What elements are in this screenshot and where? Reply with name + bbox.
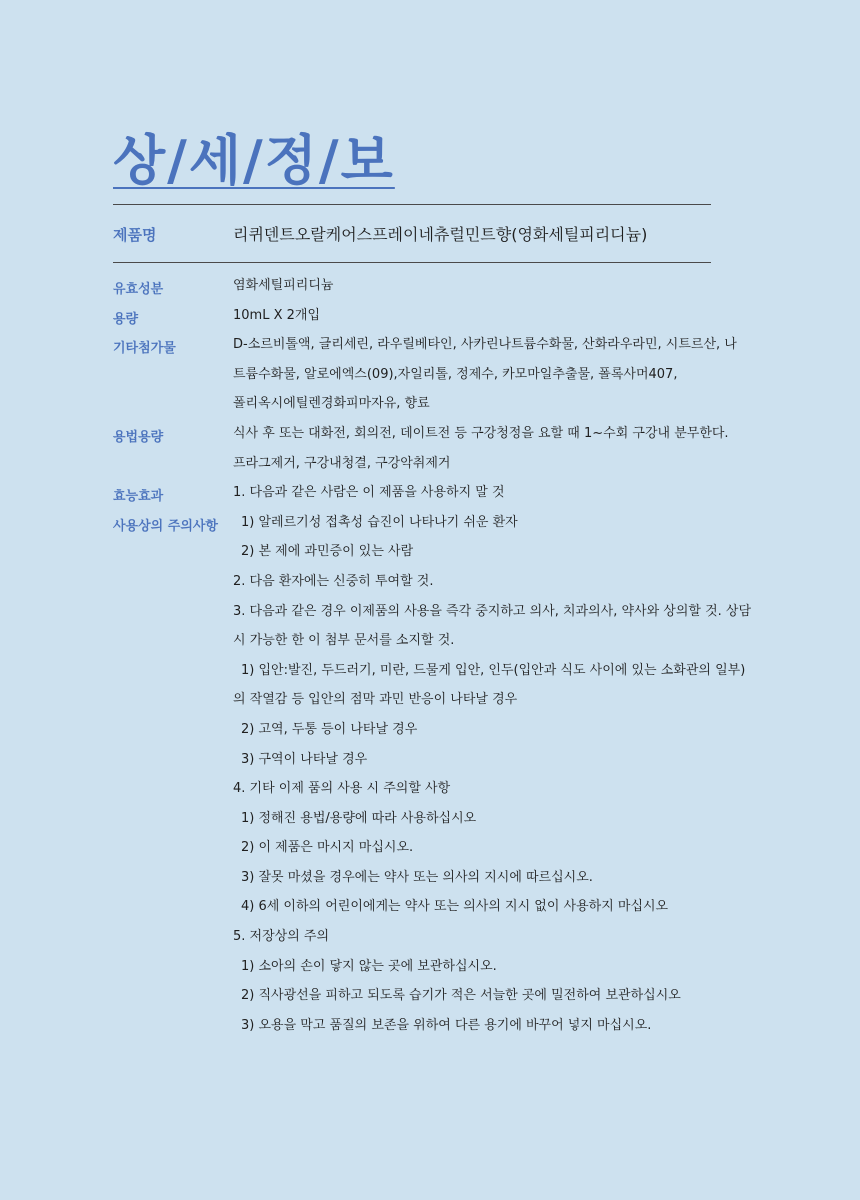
page-title: 상/세/정/보 [113,129,395,192]
detail-line: 염화세틸피리디늄 [233,278,334,293]
detail-line: 1. 다음과 같은 사람은 이 제품을 사용하지 말 것 [233,485,505,501]
section-label: 기타첨가물 [113,341,176,357]
detail-line: 1) 정해진 용법/용량에 따라 사용하십시오 [241,810,477,826]
detail-line: 1) 소아의 손이 닿지 않는 곳에 보관하십시오. [241,958,497,974]
detail-line: 2) 본 제에 과민증이 있는 사람 [241,544,414,560]
detail-line: 2. 다음 환자에는 신중히 투여할 것. [233,573,434,589]
detail-line: 1) 알레르기성 접촉성 습진이 나타나기 쉬운 환자 [241,514,518,530]
detail-line: 의 작열감 등 입안의 점막 과민 반응이 나타날 경우 [233,692,518,708]
section-label: 유효성분 [113,282,164,297]
detail-line: 프라그제거, 구강내청결, 구강악취제거 [233,455,451,471]
detail-line: 3) 잘못 마셨을 경우에는 약사 또는 의사의 지시에 따르십시오. [241,869,593,885]
detail-line: 식사 후 또는 대화전, 회의전, 데이트전 등 구강청정을 요할 때 1~수회 구강내 분무한다. [233,425,729,441]
detail-content [233,276,753,1045]
divider-bottom [113,262,711,263]
detail-line: 4) 6세 이하의 어린이에게는 약사 또는 의사의 지시 없이 사용하지 마십시오 [241,899,669,915]
detail-line: 폴리옥시에틸렌경화피마자유, 향료 [233,396,430,412]
section-label: 사용상의 주의사항 [113,518,218,534]
product-name-label: 제품명 [113,226,157,244]
product-name-row [113,222,733,245]
detail-line: 3) 오용을 막고 품질의 보존을 위하여 다른 용기에 바꾸어 넣지 마십시오. [241,1017,652,1033]
divider-top [113,204,711,205]
product-name-value: 리퀴덴트오랄케어스프레이네츄럴민트향(영화세틸피리디늄) [233,225,648,244]
detail-line: 3. 다음과 같은 경우 이제품의 사용을 즉각 중지하고 의사, 치과의사, 약사와 상의할 것. 상담 [233,603,752,619]
section-label: 용량 [113,311,139,327]
detail-line: 1) 입안:발진, 두드러기, 미란, 드물게 입안, 인두(입안과 식도 사이에 있는 소화관의 일부) [241,662,746,678]
detail-line: 4. 기타 이제 품의 사용 시 주의할 사항 [233,781,451,797]
detail-line: 3) 구역이 나타날 경우 [241,751,368,767]
detail-line: 시 가능한 한 이 첨부 문서를 소지할 것. [233,633,455,649]
detail-line: 5. 저장상의 주의 [233,929,330,945]
detail-line: 10mL X 2개입 [233,307,321,323]
section-label: 용법용량 [113,430,164,445]
detail-line: 2) 이 제품은 마시지 마십시오. [241,840,414,856]
detail-line: D-소르비톨액, 글리세린, 라우릴베타인, 사카린나트륨수화물, 산화라우라민, 시트르산, 나 [233,337,737,353]
detail-line: 2) 고역, 두통 등이 나타날 경우 [241,721,418,737]
detail-line: 2) 직사광선을 피하고 되도록 습기가 적은 서늘한 곳에 밀전하여 보관하십시오 [241,988,681,1004]
detail-line: 트륨수화물, 알로에엑스(09),자일리톨, 정제수, 카모마일추출물, 폴록사머407, [233,366,678,382]
section-label: 효능효과 [113,489,164,505]
